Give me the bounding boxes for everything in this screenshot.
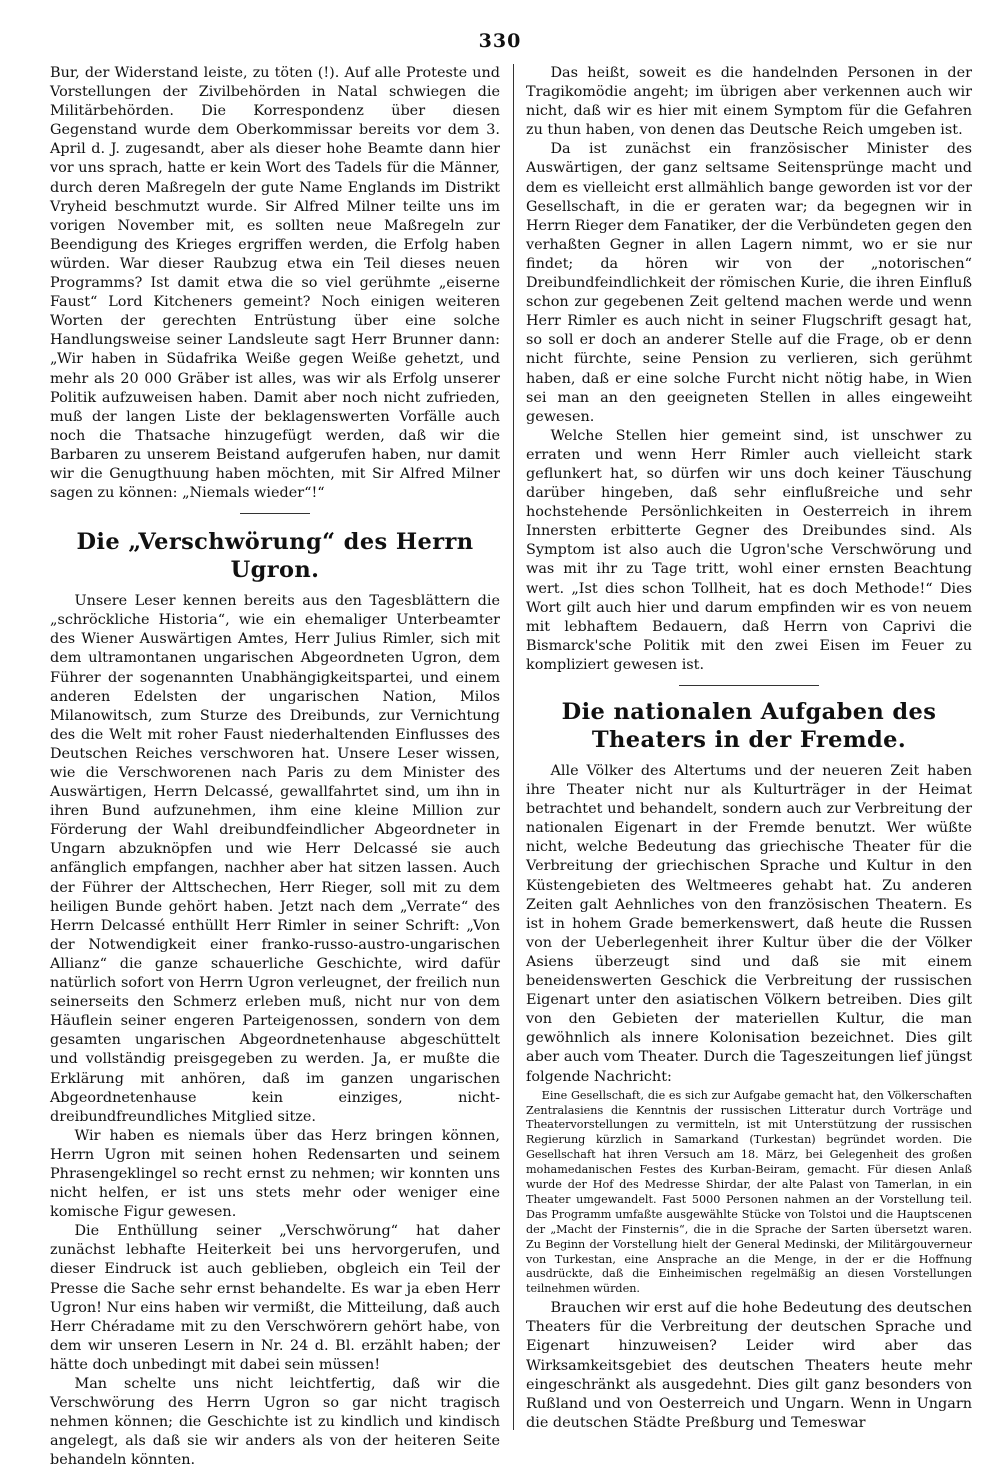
column-divider xyxy=(513,64,514,1430)
article-title-theater: Die nationalen Aufgaben des Theaters in der Fremde. xyxy=(561,699,937,753)
article-paragraph: Welche Stellen hier gemeint sind, ist unschwer zu erraten und wenn Herr Rimler auch vielleicht stark geflunkert hat, so dürfen wir uns doch keiner Täuschung darüber hingeben, daß sehr einflußreiche und sehr hochstehende Persönlichkeiten in Oesterreich in ihrem Innersten erbitterte Gegner des Dreibundes sind. Als Symptom ist also auch die Ugron'sche Verschwörung und was mit ihr zu Tage tritt, wohl einer ernsten Beachtung wert. „Ist dies schon Tollheit, hat es doch Methode!“ Dies Wort gilt auch hier und darum empfinden wir es von neuem mit lebhaftem Bedauern, daß Herrn von Caprivi die Bismarck'sche Politik mit den zwei Eisen im Feuer zu kompliziert gewesen ist. xyxy=(526,427,972,673)
section-separator xyxy=(240,513,310,514)
section-separator xyxy=(679,685,819,686)
article-paragraph: Wir haben es niemals über das Herz bringen können, Herrn Ugron mit seinen hohen Redensarten und seinem Phrasengeklingel so recht ernst zu nehmen; wir konnten uns nicht helfen, er ist uns stets mehr oder weniger eine komische Figur gewesen. xyxy=(50,1127,500,1221)
article-paragraph: Da ist zunächst ein französischer Minister des Auswärtigen, der ganz seltsame Seitensprünge macht und dem es vielleicht erst allmählich bange geworden ist vor der Gesellschaft, in die er geraten war; da begegnen wir in Herrn Rieger dem Fanatiker, der die Verbündeten gegen den verhaßten Gegner in allen Lagern nimmt, wo er sie nur findet; da hören wir von der „notorischen“ Dreibundfeindlichkeit der römischen Kurie, die ihren Einfluß schon zur gegebenen Zeit geltend machen werde und wenn Herr Rimler es auch nicht in seiner Flugschrift gesagt hat, so soll er doch an anderer Stelle auf die Frage, ob er denn nicht fürchte, seine Pension zu verlieren, sich gerühmt haben, daß er eine solche Furcht nicht nötig habe, in Wien sei man an den geeigneten Stellen in alles eingeweiht gewesen. xyxy=(526,141,972,425)
article-paragraph: Alle Völker des Altertums und der neueren Zeit haben ihre Theater nicht nur als Kulturträger in der Heimat betrachtet und behandelt, sondern auch zur Verbreitung der nationalen Eigenart in der Fremde benutzt. Wer wüßte nicht, welche Bedeutung das griechische Theater für die Verbreitung der griechischen Sprache und Kultur in den Küstengebieten des Weltmeeres gehabt hat. Zu anderen Zeiten galt Aehnliches von den französischen Theatern. Es ist in hohem Grade bemerkenswert, daß heute die Russen von der Ueberlegenheit ihrer Kultur über die der Völker Asiens überzeugt sind und daß sie mit einem beneidenswerten Geschick die Verbreitung der russischen Eigenart unter den asiatischen Völkern betreiben. Dies gilt von den Gebieten der materiellen Kultur, die man gewöhnlich als innere Kolonisation bezeichnet. Dies gilt aber auch vom Theater. Durch die Tageszeitungen lief jüngst folgende Nachricht: xyxy=(526,763,972,1085)
article-paragraph: Unsere Leser kennen bereits aus den Tagesblättern die „schröckliche Historia“, wie ein ehemaliger Unterbeamter des Wiener Auswärtigen Amtes, Herr Julius Rimler, sich mit dem ultramontanen ungarischen Abgeordneten Ugron, dem Führer der sogenannten Unabhängigkeitspartei, und einem anderen Edelsten der ungarischen Nation, Milos Milanowitsch, zum Sturze des Dreibunds, zur Vernichtung des die Welt mit roher Faust niederhaltenden Einflusses des Deutschen Reiches verschworen hat. Unsere Leser wissen, wie die Verschworenen nach Paris zu dem Minister des Auswärtigen, Herrn Delcassé, gewallfahrtet sind, um ihn in ihren Bund aufzunehmen, ihm eine kleine Million zur Förderung der Wahl dreibundfeindlicher Abgeordneter in Ungarn abzuknöpfen und wie Herr Delcassé sie auch anfänglich empfangen, nachher aber hat sitzen lassen. Auch der Führer der Alttschechen, Herr Rieger, soll mit zu dem heiligen Bunde gehört haben. Jetzt nach dem „Verrate“ des Herrn Delcassé enthüllt Herr Rimler in seiner Schrift: „Von der Notwendigkeit einer franko-russo-austro-ungarischen Allianz“ die ganze schauerliche Geschichte, wird dafür natürlich sofort von Herrn Ugron verleugnet, der freilich nun seinerseits den Schmerz erleben muß, nicht nur von dem Häuflein seiner engeren Parteigenossen, sondern von dem gesamten ungarischen Abgeordnetenhause abgeschüttelt und vollständig preisgegeben zu werden. Ja, er mußte die Erklärung mit anhören, daß im ganzen ungarischen Abgeordnetenhause kein einziges, nicht-dreibundfreundliches Mitglied sitze. xyxy=(50,593,500,1125)
article-paragraph: Das heißt, soweit es die handelnden Personen in der Tragikomödie angeht; im übrigen aber verkennen auch wir nicht, daß wir es hier mit einem Symptom für die Gefahren zu thun haben, von denen das Deutsche Reich umgeben ist. xyxy=(526,65,972,139)
intro-paragraph: Bur, der Widerstand leiste, zu töten (!). Auf alle Proteste und Vorstellungen der Zivilbehörden in Natal schwiegen die Militärbehörden. Die Korrespondenz über diesen Gegenstand wurde dem Oberkommissar bereits vor dem 3. April d. J. zugesandt, aber als dieser hohe Beamte dann hier vor uns sprach, hatte er kein Wort des Tadels für die Männer, durch deren Maßregeln der gute Name Englands im Distrikt Vryheid beschmutzt wurde. Sir Alfred Milner teilte uns im vorigen November mit, es sollten neue Maßregeln zur Beendigung des Krieges ergriffen werden, die Erfolg haben würden. War dieser Raubzug etwa ein Teil dieses neuen Programms? Ist damit etwa die so viel gerühmte „eiserne Faust“ Lord Kitcheners gemeint? Noch einigen weiteren Worten der gerechten Entrüstung über eine solche Handlungsweise seiner Landsleute sagt Herr Brunner dann: „Wir haben in Südafrika Weiße gegen Weiße gehetzt, und mehr als 20 000 Gräber ist alles, was wir als Erfolg unserer Politik aufzuweisen haben. Damit aber noch nicht zufrieden, muß der langen Liste der beklagenswerten Vorfälle auch noch die Thatsache hinzugefügt werden, daß wir die Barbaren zu unserem Beistand aufgerufen haben, nur damit wir die Genugthuung haben möchten, mit Sir Alfred Milner sagen zu können: „Niemals wieder“!“ xyxy=(50,65,500,502)
article-paragraph: Man schelte uns nicht leichtfertig, daß wir die Verschwörung des Herrn Ugron so gar nicht tragisch nehmen können; die Geschichte ist zu kindlich und kindisch angelegt, als daß sie wir anders als von der heiteren Seite behandeln könnten. xyxy=(50,1376,500,1469)
page-number: 330 xyxy=(478,30,522,52)
article-paragraph: Brauchen wir erst auf die hohe Bedeutung des deutschen Theaters für die Verbreitung der deutschen Sprache und Eigenart hinzuweisen? Leider wird aber das Wirksamkeitsgebiet des deutschen Theaters heute mehr eingeschränkt als ausgedehnt. Dies gilt ganz besonders von Rußland und von Oesterreich und Ungarn. Wenn in Ungarn die deutschen Städte Preßburg und Temeswar xyxy=(526,1300,972,1431)
news-item-quote: Eine Gesellschaft, die es sich zur Aufgabe gemacht hat, den Völkerschaften Zentralasiens die Kenntnis der russischen Litteratur durch Vorträge und Theatervorstellungen zu vermitteln, ist mit Unterstützung der russischen Regierung kürzlich in Samarkand (Turkestan) begründet worden. Die Gesellschaft hat ihren Versuch am 18. März, bei Gelegenheit des großen mohamedanischen Festes des Kurban-Beiram, gemacht. Für diesen Anlaß wurde der Hof des Medresse Shirdar, der alte Palast von Tamerlan, in ein Theater umgewandelt. Fast 5000 Personen nahmen an der Vorstellung teil. Das Programm umfaßte ausgewählte Stücke von Tolstoi und die Hauptscenen der „Macht der Finsternis“, die in die Sprache der Sarten übersetzt waren. Zu Beginn der Vorstellung hielt der General Medinski, der Militärgouverneur von Turkestan, eine Ansprache an die Menge, in der er die Hoffnung ausdrückte, daß die Einheimischen regelmäßig an diesen Vorstellungen teilnehmen würden. xyxy=(526,1088,972,1296)
right-column xyxy=(526,64,972,1433)
article-paragraph: Die Enthüllung seiner „Verschwörung“ hat daher zunächst lebhafte Heiterkeit bei uns hervorgerufen, und dieser Eindruck ist auch geblieben, obgleich ein Teil der Presse die Sache sehr ernst behandelte. Es war ja eben Herr Ugron! Nur eins haben wir vermißt, die Mitteilung, daß auch Herr Chéradame mit zu den Verschwörern gehört habe, von dem wir unseren Lesern in Nr. 24 d. Bl. erzählt haben; der hätte doch unbedingt mit dabei sein müssen! xyxy=(50,1223,500,1373)
left-column xyxy=(50,64,500,1470)
article-title-ugron: Die „Verschwörung“ des Herrn Ugron. xyxy=(76,529,474,584)
